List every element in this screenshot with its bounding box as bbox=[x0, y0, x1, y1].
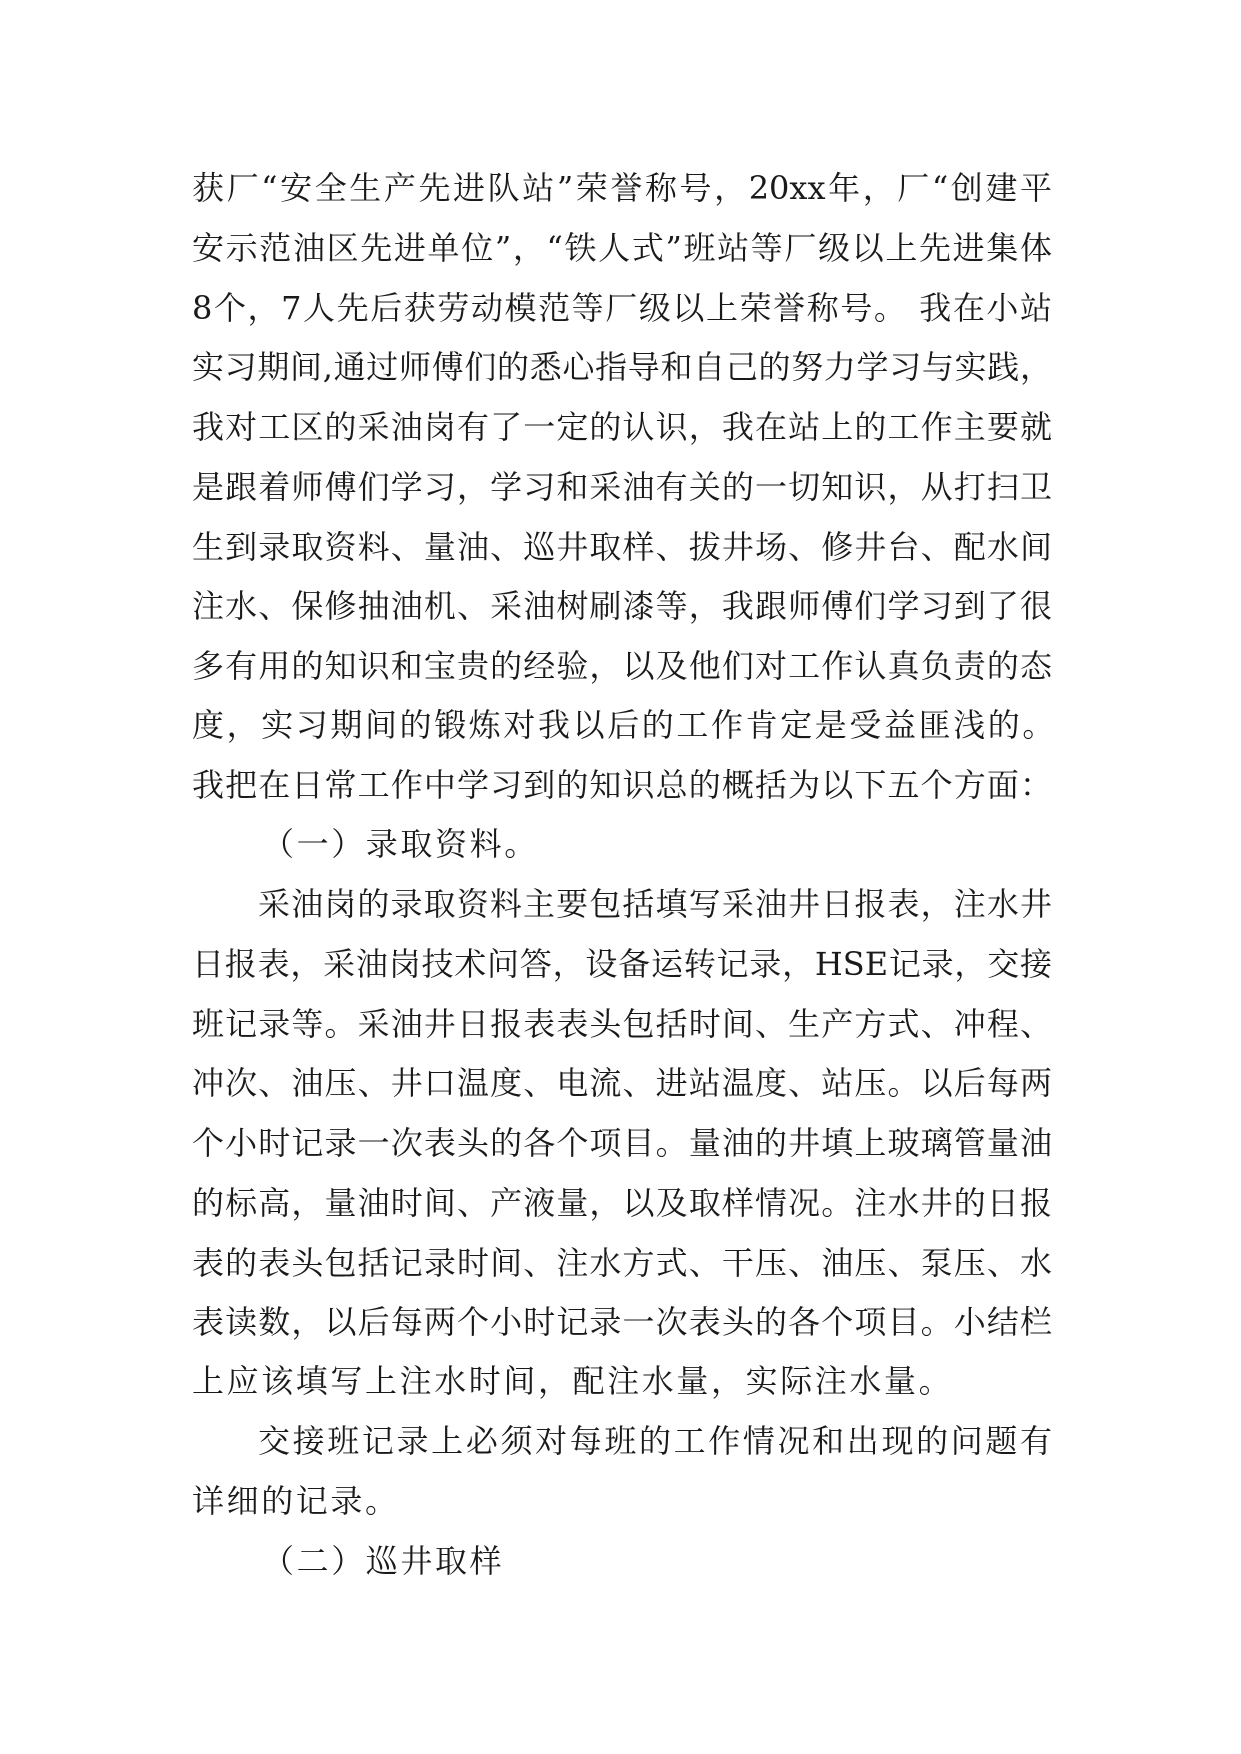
text-line: 个小时记录一次表头的各个项目。量油的井填上玻璃管量油 bbox=[192, 1124, 1052, 1162]
text-line: 8个，7人先后获劳动模范等厂级以上荣誉称号。 我在小站 bbox=[192, 289, 1052, 327]
text-line: 表读数，以后每两个小时记录一次表头的各个项目。小结栏 bbox=[192, 1303, 1052, 1341]
text-line: 表的表头包括记录时间、注水方式、干压、油压、泵压、水 bbox=[192, 1244, 1052, 1282]
text-line: 上应该填写上注水时间，配注水量，实际注水量。 bbox=[192, 1362, 954, 1400]
text-line: 日报表，采油岗技术问答，设备运转记录，HSE记录，交接 bbox=[192, 945, 1052, 983]
text-line: 安示范油区先进单位”，“铁人式”班站等厂级以上先进集体 bbox=[192, 229, 1052, 267]
text-line: 是跟着师傅们学习，学习和采油有关的一切知识，从打扫卫 bbox=[192, 468, 1052, 506]
text-line: 获厂“安全生产先进队站”荣誉称号，20xx年，厂“创建平 bbox=[192, 169, 1052, 207]
text-line: 我把在日常工作中学习到的知识总的概括为以下五个方面： bbox=[192, 766, 1052, 804]
text-line: 的标高，量油时间、产液量，以及取样情况。注水井的日报 bbox=[192, 1184, 1052, 1222]
paragraph-first-line: 交接班记录上必须对每班的工作情况和出现的问题有 bbox=[258, 1422, 1052, 1460]
text-line: 冲次、油压、井口温度、电流、进站温度、站压。以后每两 bbox=[192, 1064, 1052, 1102]
text-line: 班记录等。采油井日报表表头包括时间、生产方式、冲程、 bbox=[192, 1005, 1052, 1043]
text-line: 我对工区的采油岗有了一定的认识，我在站上的工作主要就 bbox=[192, 408, 1052, 446]
paragraph-first-line: 采油岗的录取资料主要包括填写采油井日报表，注水井 bbox=[258, 885, 1052, 923]
section-heading-1: （一）录取资料。 bbox=[262, 825, 539, 863]
text-line: 生到录取资料、量油、巡井取样、拔井场、修井台、配水间 bbox=[192, 528, 1052, 566]
section-heading-2: （二）巡井取样 bbox=[262, 1542, 505, 1580]
text-line: 实习期间,通过师傅们的悉心指导和自己的努力学习与实践， bbox=[192, 348, 1052, 386]
text-line: 多有用的知识和宝贵的经验，以及他们对工作认真负责的态 bbox=[192, 647, 1052, 685]
text-line: 注水、保修抽油机、采油树刷漆等，我跟师傅们学习到了很 bbox=[192, 587, 1052, 625]
text-line: 度，实习期间的锻炼对我以后的工作肯定是受益匪浅的。 bbox=[192, 706, 1058, 744]
text-line: 详细的记录。 bbox=[192, 1482, 400, 1520]
